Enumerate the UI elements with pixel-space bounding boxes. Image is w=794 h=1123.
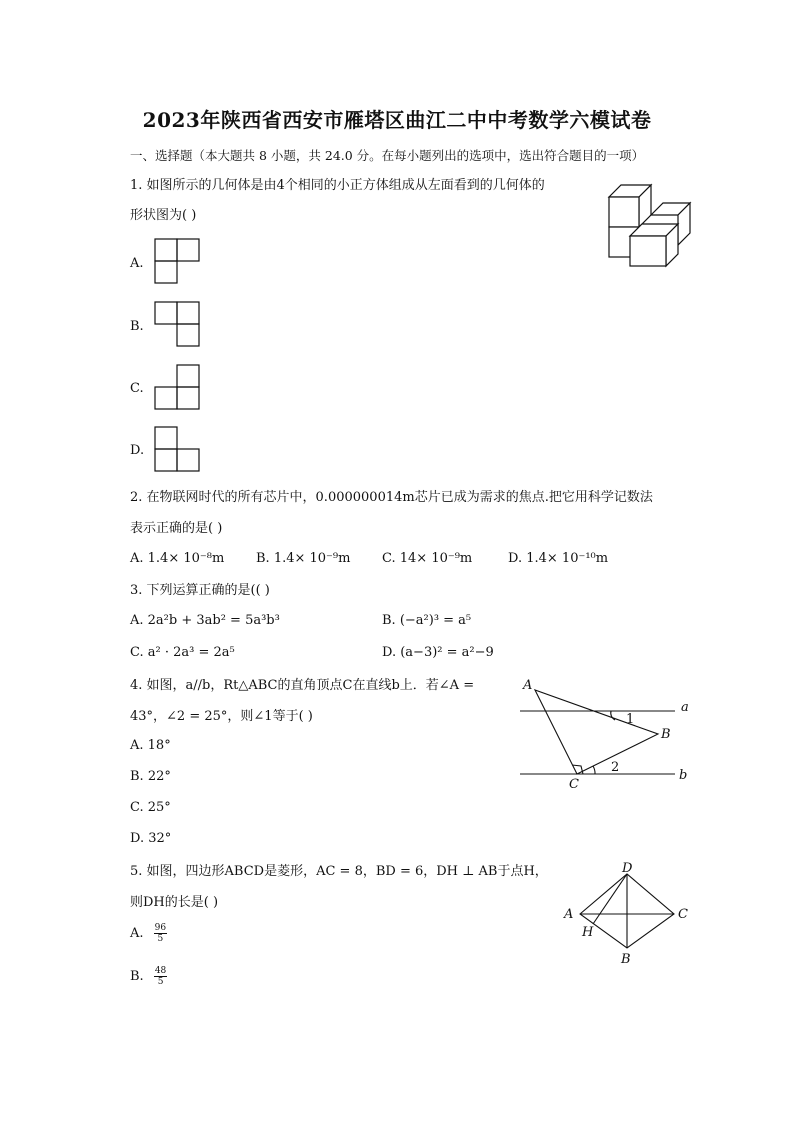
q1-option-c-label[interactable]: C. bbox=[130, 381, 144, 396]
page-title: 2023年陕西省西安市雁塔区曲江二中中考数学六模试卷 bbox=[142, 108, 652, 132]
label-line-a: a bbox=[681, 700, 689, 715]
q5-option-a-numerator: 96 bbox=[154, 923, 167, 933]
label-angle-1: 1 bbox=[626, 712, 635, 727]
q1-option-b-figure bbox=[154, 301, 204, 351]
label-d: D bbox=[622, 861, 633, 876]
q5-stem-line2: 则DH的长是( ) bbox=[130, 895, 219, 910]
q3-option-a[interactable]: A. 2a²b + 3ab² = 5a³b³ bbox=[130, 613, 280, 628]
q4-stem-line2: 43°，∠2 = 25°，则∠1等于( ) bbox=[130, 709, 313, 724]
label-b-point: B bbox=[661, 727, 671, 742]
q4-option-a[interactable]: A. 18° bbox=[130, 738, 171, 753]
label-angle-2: 2 bbox=[611, 760, 620, 775]
label-c: C bbox=[678, 907, 688, 922]
q1-option-d-label[interactable]: D. bbox=[130, 443, 145, 458]
label-b: B bbox=[621, 952, 631, 967]
q3-stem: 3. 下列运算正确的是(( ) bbox=[130, 583, 270, 598]
label-a: A bbox=[564, 907, 574, 922]
q5-option-b-denominator: 5 bbox=[157, 977, 164, 987]
q1-option-a-label[interactable]: A. bbox=[130, 256, 144, 271]
q4-option-b[interactable]: B. 22° bbox=[130, 769, 171, 784]
q1-option-d-figure bbox=[154, 426, 204, 476]
angle-2-arc bbox=[593, 766, 595, 774]
q5-option-b-label: B. bbox=[130, 969, 144, 984]
q4-option-d[interactable]: D. 32° bbox=[130, 831, 172, 846]
q5-option-b[interactable] bbox=[130, 966, 167, 987]
q1-solid-figure bbox=[604, 180, 694, 270]
q3-option-b[interactable]: B. (−a²)³ = a⁵ bbox=[382, 613, 472, 628]
q2-stem-line1: 2. 在物联网时代的所有芯片中，0.000000014m芯片已成为需求的焦点.把它用科学记数法 bbox=[130, 490, 653, 505]
q1-option-b-label[interactable]: B. bbox=[130, 319, 144, 334]
section-header: 一、选择题（本大题共 8 小题，共 24.0 分。在每小题列出的选项中，选出符合题目的一项） bbox=[130, 148, 645, 163]
q5-option-b-fraction bbox=[154, 966, 167, 987]
q5-option-a[interactable] bbox=[130, 923, 167, 944]
q2-stem-line2: 表示正确的是( ) bbox=[130, 521, 223, 536]
q4-stem-line1: 4. 如图，a//b，Rt△ABC的直角顶点C在直线b上．若∠A = bbox=[130, 678, 475, 693]
q4-option-c[interactable]: C. 25° bbox=[130, 800, 171, 815]
q2-option-a[interactable]: A. 1.4× 10⁻⁸m bbox=[130, 551, 225, 566]
q5-option-a-denominator: 5 bbox=[157, 934, 164, 944]
q3-option-c[interactable]: C. a² · 2a³ = 2a⁵ bbox=[130, 645, 235, 660]
label-line-b: b bbox=[679, 768, 688, 783]
q1-stem-line1: 1. 如图所示的几何体是由4个相同的小正方体组成从左面看到的几何体的 bbox=[130, 178, 545, 193]
label-c-point: C bbox=[569, 777, 579, 792]
q5-rhombus-figure bbox=[560, 862, 700, 972]
q2-option-b[interactable]: B. 1.4× 10⁻⁹m bbox=[256, 551, 351, 566]
q5-stem-line1: 5. 如图，四边形ABCD是菱形，AC = 8，BD = 6，DH ⊥ AB于点H， bbox=[130, 864, 548, 879]
q1-stem-line2: 形状图为( ) bbox=[130, 208, 197, 223]
label-a-point: A bbox=[523, 678, 533, 693]
q2-option-c[interactable]: C. 14× 10⁻⁹m bbox=[382, 551, 473, 566]
q5-option-a-fraction bbox=[154, 923, 167, 944]
q2-option-d[interactable]: D. 1.4× 10⁻¹⁰m bbox=[508, 551, 609, 566]
triangle-abc bbox=[535, 690, 658, 774]
q4-triangle-figure bbox=[515, 676, 705, 796]
q3-option-d[interactable]: D. (a−3)² = a²−9 bbox=[382, 645, 494, 660]
q1-option-a-figure bbox=[154, 238, 204, 288]
q5-option-b-numerator: 48 bbox=[154, 966, 167, 976]
label-h: H bbox=[582, 925, 594, 940]
q5-option-a-label: A. bbox=[130, 926, 144, 941]
q1-option-c-figure bbox=[154, 364, 204, 414]
